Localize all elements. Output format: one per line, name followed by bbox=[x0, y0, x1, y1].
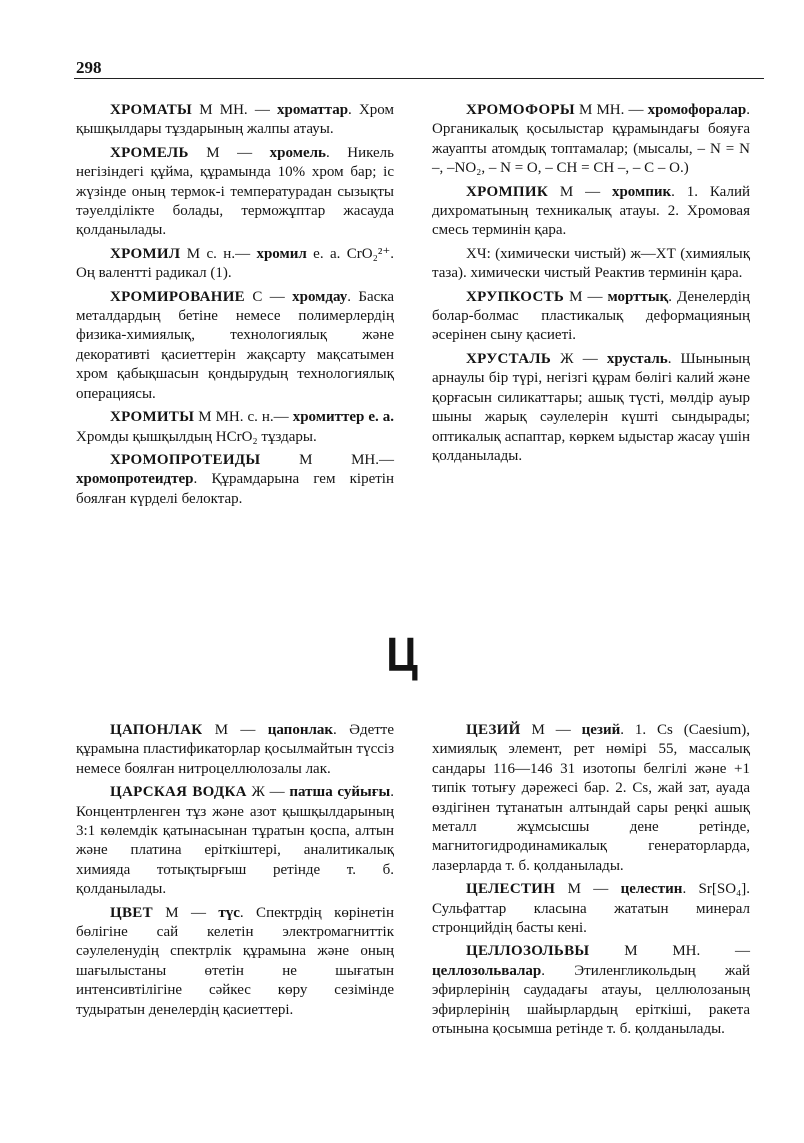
column-top-right bbox=[432, 101, 750, 470]
entry-translation: хромофоралар bbox=[647, 102, 747, 118]
entry-translation: морттық bbox=[607, 288, 669, 305]
entry-term: ЦАПОНЛАК bbox=[110, 722, 203, 738]
dictionary-entry bbox=[76, 408, 394, 447]
entry-translation: целлозольвалар bbox=[432, 962, 542, 979]
header-rule bbox=[74, 78, 764, 79]
entry-definition: е. а. CrO₂²⁺. Оң валентті радикал (1). bbox=[76, 245, 394, 282]
entry-term: ХРУПКОСТЬ bbox=[466, 288, 565, 305]
entry-grammar: М — bbox=[188, 144, 270, 161]
entry-grammar: М — bbox=[202, 722, 268, 738]
entry-translation: түс bbox=[218, 904, 240, 921]
section-letter: Ц bbox=[386, 629, 418, 682]
entry-term: ЦЕЛЕСТИН bbox=[466, 881, 556, 898]
dictionary-entry bbox=[432, 183, 750, 241]
entry-translation: хромиттер е. а. bbox=[292, 409, 394, 426]
entry-translation: хроматтар bbox=[277, 102, 349, 118]
entry-translation: хромопротеидтер bbox=[76, 471, 194, 488]
dictionary-entry bbox=[432, 288, 750, 346]
dictionary-entry bbox=[76, 451, 394, 509]
entry-definition: . Спектрдің көрінетін бөлігіне сай келетін электромагниттік сәулеленудің спектрлік құрамына және оның шағылыстаны өтетін не шығатын интенсивтілігіне сәйкес көру сезімінде тудыратын денелердің қасиеттері. bbox=[76, 904, 394, 1018]
page-number: 298 bbox=[76, 58, 102, 77]
entry-translation: хромпик bbox=[611, 183, 672, 200]
entry-grammar: М МН. — bbox=[574, 102, 648, 118]
entry-term: ХРОМОФОРЫ bbox=[466, 102, 575, 118]
entry-definition: . Этиленгликольдың жай эфирлерінің саудадағы атауы, целлюлозаның эфирлерінің шайырлардың еріткіші, ракета отынына қосымша ретінде т. б. қолданылады. bbox=[432, 962, 750, 1038]
entry-translation: хрусталь bbox=[606, 350, 668, 367]
dictionary-entry bbox=[76, 245, 394, 284]
entry-definition: . Никель негізіндегі құйма, құрамында 10% хром бар; іс жүзінде оның термок-і температурадан сызықты тәуелділікте болады, терможұптар жасауда қолданылады. bbox=[76, 144, 394, 239]
dictionary-entry bbox=[76, 101, 394, 140]
dictionary-entry bbox=[76, 721, 394, 779]
dictionary-entry bbox=[432, 721, 750, 876]
entry-translation: цезий bbox=[581, 722, 621, 738]
column-bottom-left bbox=[76, 721, 394, 1024]
entry-term: ХРОМЕЛЬ bbox=[110, 144, 189, 161]
dictionary-entry bbox=[76, 288, 394, 404]
entry-definition: . Sr[SO₄]. Сульфаттар класына жататын минерал стронцийдің басты кені. bbox=[432, 881, 750, 937]
entry-term: ХРОМАТЫ bbox=[110, 102, 193, 118]
entry-definition: ХЧ: (химически чистый) ж—ХТ (химиялық таза). химически чистый Реактив терминін қара. bbox=[432, 245, 750, 282]
entry-grammar: М МН. с. н.— bbox=[194, 409, 293, 426]
dictionary-entry bbox=[432, 880, 750, 938]
entry-definition: . Құрамдарына гем кіретін боялған күрделі белоктар. bbox=[76, 471, 394, 507]
entry-term: ЦЕЛЛОЗОЛЬВЫ bbox=[466, 943, 590, 960]
dictionary-entry bbox=[432, 101, 750, 179]
entry-grammar: М МН. — bbox=[192, 102, 277, 118]
entry-translation: целестин bbox=[620, 881, 683, 898]
entry-grammar: М с. н.— bbox=[180, 245, 257, 262]
entry-grammar: М — bbox=[152, 904, 219, 921]
entry-grammar: М МН. — bbox=[589, 943, 750, 960]
entry-definition: . Шынының арнаулы бір түрі, негізгі құрам бөлігі калий және қорғасын силикаттары; ашық түсті, мөлдір ауыр шыны жарық сәулелерін күшті сындырады; оптикалық аспаптар, көркем ыдыстар жасау үшін қолданылады. bbox=[432, 350, 750, 464]
entry-grammar: М МН.— bbox=[260, 451, 394, 468]
entry-term: ХРОМПИК bbox=[466, 183, 549, 200]
entry-term: ЦВЕТ bbox=[110, 904, 153, 921]
dictionary-entry bbox=[76, 904, 394, 1020]
dictionary-entry bbox=[76, 144, 394, 241]
entry-translation: цапонлак bbox=[267, 722, 334, 738]
entry-definition: . Баска металдардың бетіне немесе полимерлердің физика-химиялық, технологиялық және декоративті қасиеттерін жақсарту мақсатымен хром қабықшасын қондырудың технологиялық операциясы. bbox=[76, 288, 394, 402]
entry-grammar: М — bbox=[548, 183, 612, 200]
entry-translation: хромдау bbox=[292, 288, 348, 305]
entry-definition: . Концентрленген тұз және азот қышқылдарының 3:1 көлемдік қатынасынан тұратын қоспа, алтын және платина еріткіштері, аналитикалық химияда тотықтырғыш ретінде т. б. қолданылады. bbox=[76, 784, 394, 898]
dictionary-entry bbox=[432, 350, 750, 466]
entry-term: ХРУСТАЛЬ bbox=[466, 350, 552, 367]
entry-term: ХРОМОПРОТЕИДЫ bbox=[110, 451, 261, 468]
entry-term: ЦЕЗИЙ bbox=[466, 722, 521, 738]
entry-grammar: М — bbox=[564, 288, 608, 305]
entry-definition: Хромды қышқылдың HCrO₂ тұздары. bbox=[76, 428, 317, 445]
entry-translation: хромил bbox=[256, 245, 307, 262]
entry-grammar: С — bbox=[244, 288, 293, 305]
dictionary-entry bbox=[432, 245, 750, 284]
entry-grammar: М — bbox=[520, 722, 582, 738]
column-top-left bbox=[76, 101, 394, 513]
entry-grammar: Ж — bbox=[246, 784, 290, 801]
entry-definition: . 1. Cs (Caesium), химиялық элемент, рет нөмірі 55, массалық сандары 116—146 31 изотопы белгілі және +1 типік тотығу дәрежесі бар. 2. Cs, жай зат, ауада өздігінен тұтанатын алтындай сары реңкі ашық металл жұмсысшы дене ретінде, магнитогидродинамикалық генераторларда, лазерларда т. б. қолданылады. bbox=[432, 722, 750, 874]
dictionary-entry bbox=[432, 942, 750, 1039]
entry-translation: патша суйығы bbox=[289, 784, 391, 801]
entry-definition: . 1. Калий дихроматының техникалық атауы. 2. Хромовая смесь терминін қара. bbox=[432, 183, 750, 239]
entry-grammar: М — bbox=[555, 881, 621, 898]
entry-term: ХРОМИТЫ bbox=[110, 409, 195, 426]
entry-definition: . Хром қышқылдары тұздарының жалпы атауы. bbox=[76, 102, 394, 138]
entry-term: ХРОМИРОВАНИЕ bbox=[110, 288, 245, 305]
dictionary-entry bbox=[76, 783, 394, 899]
column-bottom-right bbox=[432, 721, 750, 1044]
entry-term: ЦАРСКАЯ ВОДКА bbox=[110, 784, 247, 801]
entry-grammar: Ж — bbox=[551, 350, 607, 367]
entry-definition: . Әдетте құрамына пластификаторлар қосылмайтын түссіз немесе боялған нитроцеллюлозалы лак. bbox=[76, 722, 394, 777]
entry-definition: . Денелердің болар-болмас пластикалық деформацияның әсерінен сыну қасиеті. bbox=[432, 288, 750, 344]
entry-definition: . Органикалық қосылыстар құрамындағы бояуға жауапты атомдық топтамалар; (мысалы, – N = N –, –NO₂, – N = O, – CH = CH –, – C – O.) bbox=[432, 102, 750, 177]
entry-translation: хромель bbox=[269, 144, 326, 161]
entry-term: ХРОМИЛ bbox=[110, 245, 181, 262]
